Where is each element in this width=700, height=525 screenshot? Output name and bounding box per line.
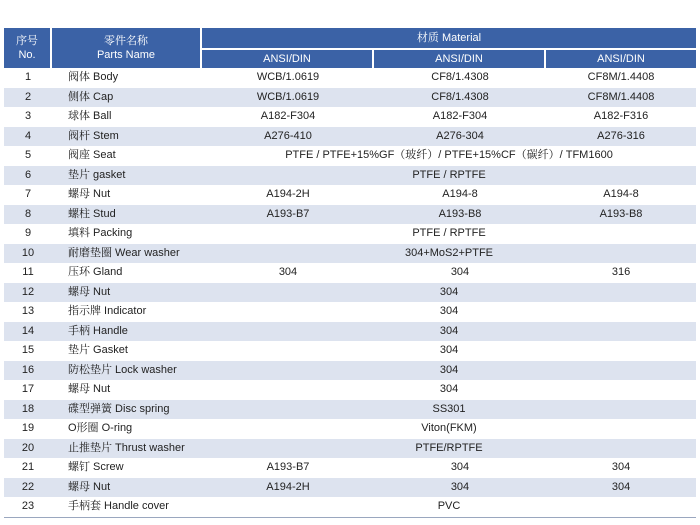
part-name: 耐磨垫圈 Wear washer: [52, 244, 202, 264]
row-number: 10: [4, 244, 52, 264]
material-cell: WCB/1.0619: [256, 71, 320, 84]
part-name: 手柄 Handle: [52, 322, 202, 342]
table-row: [4, 127, 696, 147]
row-number: 11: [22, 266, 34, 279]
table-row: [4, 146, 696, 166]
material-cell: 304: [202, 361, 696, 381]
table-row: [4, 244, 696, 264]
material-cell: PTFE/RPTFE: [202, 439, 696, 459]
part-name: 手柄套 Handle cover: [52, 497, 202, 518]
material-cell: 304: [546, 478, 696, 498]
material-cell: 304: [439, 383, 459, 396]
parts-column-header: [52, 28, 202, 68]
material-cell: 304: [611, 461, 631, 474]
part-name: 球体 Ball: [68, 110, 112, 123]
row-number: 21: [21, 461, 35, 474]
material-cell: CF8M/1.4408: [546, 88, 696, 108]
material-cell: PTFE / RPTFE: [412, 227, 486, 240]
material-cell: A182-F316: [593, 110, 649, 123]
part-name: 阀杆 Stem: [52, 127, 202, 147]
material-cell: A193-B8: [374, 205, 546, 225]
material-cell: Viton(FKM): [421, 422, 477, 435]
table-row: [4, 107, 696, 127]
part-name: O形圈 O-ring: [68, 422, 133, 435]
table-row: [4, 419, 696, 439]
row-number: 16: [4, 361, 52, 381]
material-cell: A193-B8: [546, 205, 696, 225]
table-row: [4, 185, 696, 205]
table-row: [4, 166, 696, 186]
material-cell: 304: [374, 478, 546, 498]
parts-header-en: Parts Name: [96, 49, 156, 61]
material-cell: 304: [202, 322, 696, 342]
row-number: 15: [21, 344, 35, 357]
material-cell: A194-8: [603, 188, 639, 201]
material-cell: PVC: [202, 497, 696, 518]
material-cell: A194-2H: [266, 188, 310, 201]
table-row: [4, 478, 696, 498]
row-number: 18: [4, 400, 52, 420]
material-cell: CF8M/1.4408: [587, 71, 655, 84]
material-cell: A276-410: [202, 127, 374, 147]
table-row: [4, 341, 696, 361]
table-row: [4, 88, 696, 108]
row-number: 22: [4, 478, 52, 498]
table-row: [4, 439, 696, 459]
material-cell: PTFE / PTFE+15%GF（玻纤）/ PTFE+15%CF（碳纤）/ TFM1600: [285, 149, 613, 162]
material-cell: SS301: [202, 400, 696, 420]
row-number: 12: [4, 283, 52, 303]
part-name: 防松垫片 Lock washer: [52, 361, 202, 381]
row-number: 23: [4, 497, 52, 518]
parts-header-cn: 零件名称: [104, 35, 148, 47]
material-cell: PTFE / RPTFE: [202, 166, 696, 186]
table-row: [4, 458, 696, 478]
part-name: 止推垫片 Thrust washer: [52, 439, 202, 459]
material-cell: A276-316: [546, 127, 696, 147]
material-cell: 304: [278, 266, 298, 279]
row-number: 1: [24, 71, 32, 84]
table-row: [4, 322, 696, 342]
material-cell: 304: [439, 305, 459, 318]
part-name: 垫片 Gasket: [68, 344, 128, 357]
material-cell: 304: [439, 344, 459, 357]
material-cell: 304: [450, 461, 470, 474]
material-cell: A194-2H: [202, 478, 374, 498]
row-number: 4: [4, 127, 52, 147]
row-number: 7: [24, 188, 32, 201]
row-number: 14: [4, 322, 52, 342]
material-header: 材质 Material: [202, 28, 696, 48]
row-number: 3: [24, 110, 32, 123]
part-name: 螺母 Nut: [68, 383, 111, 396]
material-cell: A276-304: [374, 127, 546, 147]
part-name: 指示牌 Indicator: [68, 305, 147, 318]
material-cell: 304+MoS2+PTFE: [202, 244, 696, 264]
material-cell: A182-F304: [260, 110, 316, 123]
part-name: 螺柱 Stud: [52, 205, 202, 225]
part-name: 侧体 Cap: [52, 88, 202, 108]
row-number: 8: [4, 205, 52, 225]
table-row: [4, 497, 696, 518]
material-cell: 316: [611, 266, 631, 279]
parts-material-table: [4, 28, 696, 518]
table-row: [4, 224, 696, 244]
standard-header-3: ANSI/DIN: [546, 48, 696, 68]
part-name: 螺钉 Screw: [68, 461, 124, 474]
row-number: 19: [21, 422, 35, 435]
no-header-en: No.: [18, 49, 36, 61]
row-number: 9: [24, 227, 32, 240]
table-row: [4, 361, 696, 381]
material-cell: 304: [450, 266, 470, 279]
part-name: 填料 Packing: [68, 227, 133, 240]
no-column-header: [4, 28, 52, 68]
material-cell: A182-F304: [432, 110, 488, 123]
material-cell: A193-B7: [202, 205, 374, 225]
no-header-cn: 序号: [16, 35, 38, 47]
part-name: 螺母 Nut: [68, 188, 111, 201]
material-cell: A194-8: [442, 188, 478, 201]
table-row: [4, 68, 696, 88]
table-row: [4, 380, 696, 400]
material-cell: 304: [202, 283, 696, 303]
row-number: 6: [4, 166, 52, 186]
row-number: 17: [21, 383, 35, 396]
material-cell: A193-B7: [266, 461, 310, 474]
material-cell: CF8/1.4308: [374, 88, 546, 108]
part-name: 螺母 Nut: [52, 478, 202, 498]
part-name: 垫片 gasket: [52, 166, 202, 186]
table-row: [4, 302, 696, 322]
table-row: [4, 283, 696, 303]
standard-header-2: ANSI/DIN: [374, 48, 546, 68]
part-name: 阀座 Seat: [68, 149, 116, 162]
part-name: 碟型弹簧 Disc spring: [52, 400, 202, 420]
row-number: 13: [21, 305, 35, 318]
table-row: [4, 205, 696, 225]
row-number: 20: [4, 439, 52, 459]
row-number: 2: [4, 88, 52, 108]
table-row: [4, 263, 696, 283]
standard-header-1: ANSI/DIN: [202, 48, 374, 68]
table-row: [4, 400, 696, 420]
material-cell: CF8/1.4308: [431, 71, 489, 84]
row-number: 5: [24, 149, 32, 162]
part-name: 阀体 Body: [68, 71, 119, 84]
part-name: 螺母 Nut: [52, 283, 202, 303]
part-name: 压环 Gland: [68, 266, 123, 279]
material-cell: WCB/1.0619: [202, 88, 374, 108]
